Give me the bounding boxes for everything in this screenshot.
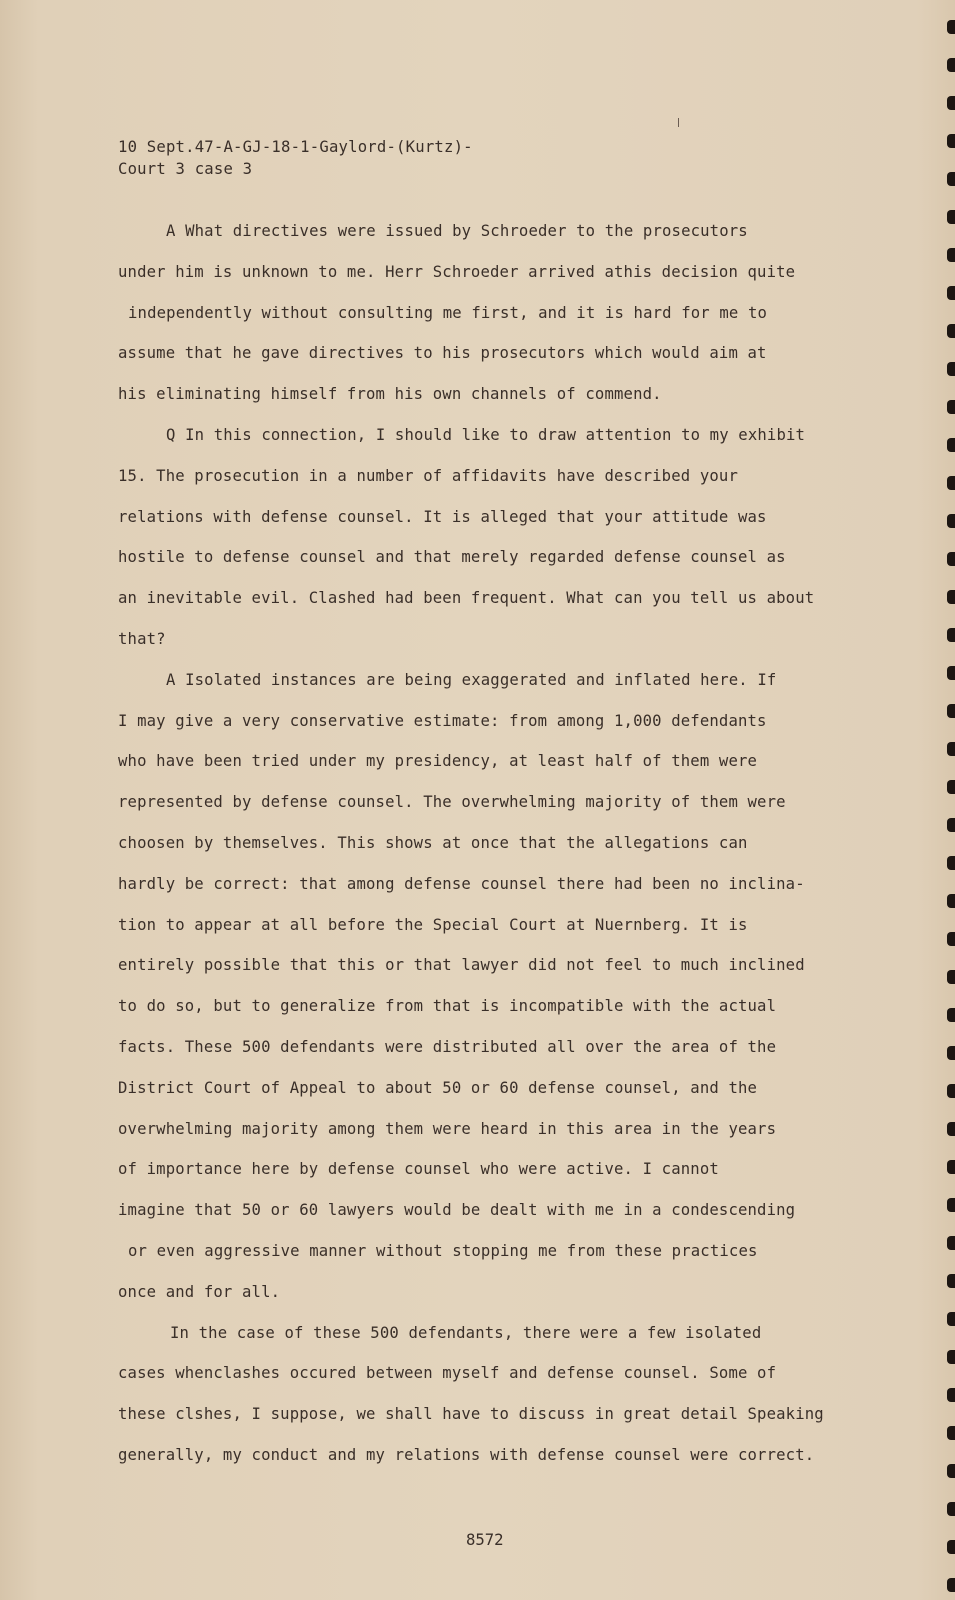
transcript-line: overwhelming majority among them were heard in this area in the years xyxy=(118,1119,777,1138)
binding-hole xyxy=(947,704,955,718)
binding-hole xyxy=(947,1122,955,1136)
stray-mark xyxy=(678,118,679,127)
transcript-line: entirely possible that this or that lawyer did not feel to much inclined xyxy=(118,956,805,975)
transcript-line: generally, my conduct and my relations with defense counsel were correct. xyxy=(118,1446,815,1464)
transcript-line: or even aggressive manner without stopping me from these practices xyxy=(128,1242,758,1260)
binding-hole xyxy=(947,20,955,34)
header-line-2: Court 3 case 3 xyxy=(118,160,253,178)
transcript-line: these clshes, I suppose, we shall have to discuss in great detail Speaking xyxy=(118,1405,824,1424)
transcript-line: an inevitable evil. Clashed had been frequent. What can you tell us about xyxy=(118,589,815,608)
binding-hole xyxy=(947,1350,955,1364)
transcript-line: relations with defense counsel. It is alleged that your attitude was xyxy=(118,507,767,526)
binding-hole xyxy=(947,58,955,72)
transcript-line: District Court of Appeal to about 50 or 60 defense counsel, and the xyxy=(118,1078,758,1097)
binding-hole xyxy=(947,1502,955,1516)
transcript-line: cases whenclashes occured between myself and defense counsel. Some of xyxy=(118,1364,777,1383)
binding-hole xyxy=(947,96,955,110)
binding-hole xyxy=(947,818,955,832)
binding-hole xyxy=(947,514,955,528)
binding-hole xyxy=(947,324,955,338)
binding-hole xyxy=(947,1160,955,1174)
transcript-line: to do so, but to generalize from that is incompatible with the actual xyxy=(118,997,777,1016)
binding-hole xyxy=(947,438,955,452)
binding-hole xyxy=(947,780,955,794)
binding-hole xyxy=(947,1312,955,1326)
transcript-line: choosen by themselves. This shows at once that the allegations can xyxy=(118,834,748,852)
binding-hole xyxy=(947,476,955,490)
page-number: 8572 xyxy=(466,1531,504,1549)
transcript-line: A Isolated instances are being exaggerated and inflated here. If xyxy=(166,670,777,689)
binding-hole xyxy=(947,134,955,148)
transcript-line: once and for all. xyxy=(118,1282,281,1301)
binding-hole xyxy=(947,210,955,224)
transcript-line: assume that he gave directives to his prosecutors which would aim at xyxy=(118,344,767,363)
binding-hole xyxy=(947,248,955,262)
binding-hole xyxy=(947,932,955,946)
binding-hole xyxy=(947,552,955,566)
binding-hole xyxy=(947,1274,955,1288)
transcript-line: 15. The prosecution in a number of affidavits have described your xyxy=(118,466,738,485)
transcript-line: Q In this connection, I should like to draw attention to my exhibit xyxy=(166,426,806,444)
binding-hole xyxy=(947,1008,955,1022)
transcript-line: hostile to defense counsel and that merely regarded defense counsel as xyxy=(118,548,786,567)
binding-hole xyxy=(947,1198,955,1212)
binding-hole xyxy=(947,1426,955,1440)
binding-hole xyxy=(947,666,955,680)
binding-hole xyxy=(947,1540,955,1554)
header-line-1: 10 Sept.47-A-GJ-18-1-Gaylord-(Kurtz)- xyxy=(118,138,473,156)
binding-hole xyxy=(947,1388,955,1402)
binding-hole xyxy=(947,1578,955,1592)
transcript-line: that? xyxy=(118,630,166,648)
transcript-line: independently without consulting me first, and it is hard for me to xyxy=(128,303,768,322)
binding-holes xyxy=(945,0,955,1600)
transcript-line: hardly be correct: that among defense counsel there had been no inclina- xyxy=(118,874,805,893)
transcript-line: his eliminating himself from his own channels of commend. xyxy=(118,385,662,404)
transcript-line: imagine that 50 or 60 lawyers would be dealt with me in a condescending xyxy=(118,1201,796,1220)
binding-hole xyxy=(947,856,955,870)
binding-hole xyxy=(947,400,955,414)
binding-hole xyxy=(947,286,955,300)
transcript-line: I may give a very conservative estimate: from among 1,000 defendants xyxy=(118,711,767,730)
binding-hole xyxy=(947,1084,955,1098)
binding-hole xyxy=(947,628,955,642)
binding-hole xyxy=(947,970,955,984)
transcript-line: represented by defense counsel. The overwhelming majority of them were xyxy=(118,793,786,812)
binding-hole xyxy=(947,362,955,376)
transcript-line: A What directives were issued by Schroeder to the prosecutors xyxy=(166,222,748,240)
transcript-line: of importance here by defense counsel who were active. I cannot xyxy=(118,1160,719,1179)
transcript-line: tion to appear at all before the Special Court at Nuernberg. It is xyxy=(118,915,748,934)
transcript-line: facts. These 500 defendants were distributed all over the area of the xyxy=(118,1038,777,1056)
transcript-line: under him is unknown to me. Herr Schroeder arrived athis decision quite xyxy=(118,262,796,281)
transcript-line: who have been tried under my presidency, at least half of them were xyxy=(118,752,758,771)
binding-hole xyxy=(947,172,955,186)
binding-hole xyxy=(947,1236,955,1250)
transcript-line: In the case of these 500 defendants, there were a few isolated xyxy=(170,1323,762,1342)
binding-hole xyxy=(947,1046,955,1060)
binding-hole xyxy=(947,1464,955,1478)
binding-hole xyxy=(947,742,955,756)
binding-hole xyxy=(947,894,955,908)
binding-hole xyxy=(947,590,955,604)
